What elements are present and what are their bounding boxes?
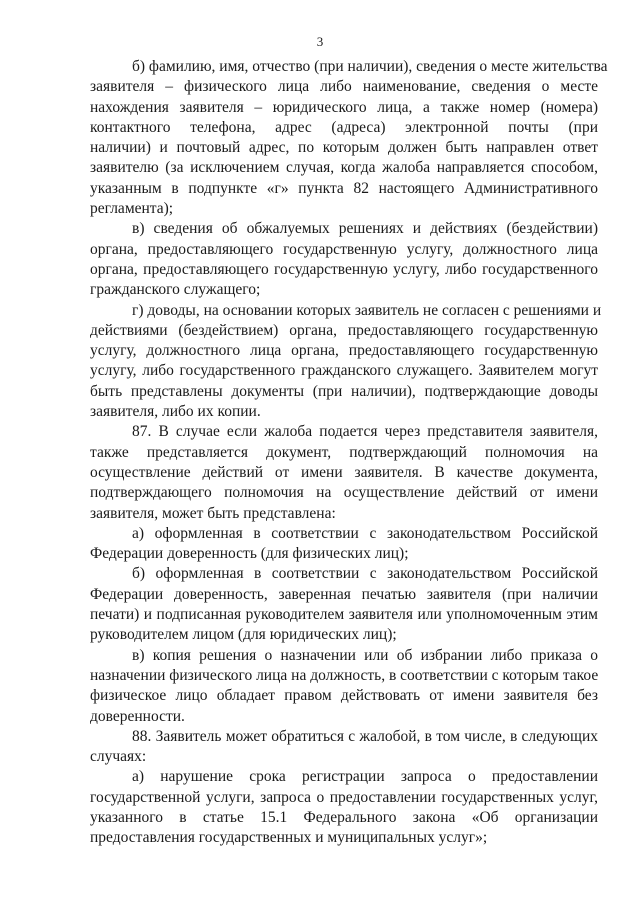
text-line: Федерации доверенность (для физических лиц); bbox=[90, 545, 409, 563]
paragraph-87-representative bbox=[90, 422, 598, 523]
paragraph-a-power-of-attorney-individuals bbox=[90, 524, 598, 565]
text-line: г) доводы, на основании которых заявитель не согласен с решениями и bbox=[132, 301, 602, 319]
text-line: указанного в статье 15.1 Федерального закона «Об организации bbox=[90, 808, 598, 826]
text-line: услугу, либо государственного гражданского служащего. Заявителем могут bbox=[90, 362, 598, 380]
text-line: регламента); bbox=[90, 200, 174, 218]
text-line: заявителя, может быть представлена: bbox=[90, 504, 336, 522]
text-line: Федерации доверенность, заверенная печатью заявителя (при наличии bbox=[90, 585, 598, 603]
text-line: также представляется документ, подтверждающий полномочия на bbox=[90, 443, 598, 461]
text-line: наличии) и почтовый адрес, по которым должен быть направлен ответ bbox=[90, 139, 598, 157]
text-line: государственной услуги, запроса о предоставлении государственных услуг, bbox=[90, 788, 598, 806]
paragraph-a-registration-deadline bbox=[90, 767, 598, 848]
text-line: б) фамилию, имя, отчество (при наличии), сведения о месте жительства bbox=[132, 58, 608, 75]
text-line: действиями (бездействием) органа, предоставляющего государственную bbox=[90, 321, 598, 339]
text-line: контактного телефона, адрес (адреса) электронной почты (при bbox=[90, 118, 598, 136]
text-line: доверенности. bbox=[90, 707, 185, 725]
text-line: услугу, должностного лица органа, предоставляющего государственную bbox=[90, 342, 598, 360]
paragraph-g-arguments bbox=[90, 301, 602, 423]
text-line: б) оформленная в соответствии с законодательством Российской bbox=[132, 565, 598, 583]
text-line: указанным в подпункте «г» пункта 82 настоящего Административного bbox=[90, 179, 598, 197]
text-line: быть представлены документы (при наличии), подтверждающие доводы bbox=[90, 382, 598, 400]
text-line: а) оформленная в соответствии с законодательством Российской bbox=[132, 524, 598, 542]
text-line: в) сведения об обжалуемых решениях и действиях (бездействии) bbox=[132, 220, 598, 238]
paragraph-b-power-of-attorney-legal-entities bbox=[90, 564, 598, 645]
text-line: 87. В случае если жалоба подается через представителя заявителя, bbox=[132, 423, 598, 441]
paragraph-88-complaint-cases bbox=[90, 727, 598, 768]
text-line: органа, предоставляющего государственную услугу, либо государственного bbox=[90, 260, 598, 278]
text-line: назначении физического лица на должность, в соответствии с которым такое bbox=[90, 666, 599, 684]
page-number: 3 bbox=[316, 34, 324, 49]
text-line: органа, предоставляющего государственную услугу, должностного лица bbox=[90, 240, 598, 258]
document-body bbox=[90, 57, 608, 849]
text-line: заявителю (за исключением случая, когда жалоба направляется способом, bbox=[90, 159, 598, 177]
text-line: а) нарушение срока регистрации запроса о предоставлении bbox=[132, 768, 598, 786]
text-line: подтверждающего полномочия на осуществление действий от имени bbox=[90, 484, 598, 502]
text-line: 88. Заявитель может обратиться с жалобой, в том числе, в следующих bbox=[132, 727, 598, 745]
text-line: случаях: bbox=[90, 748, 147, 766]
text-line: физическое лицо обладает правом действовать от имени заявителя без bbox=[90, 687, 598, 705]
text-line: печати) и подписанная руководителем заявителя или уполномоченным этим bbox=[90, 606, 598, 624]
paragraph-v-appointment-decision bbox=[90, 646, 598, 727]
text-line: заявителя, либо их копии. bbox=[90, 403, 261, 421]
text-line: заявителя – физического лица либо наименование, сведения о месте bbox=[90, 78, 598, 96]
text-line: нахождения заявителя – юридического лица, а также номер (номера) bbox=[90, 98, 598, 116]
paragraph-b-applicant-details bbox=[90, 57, 608, 219]
text-line: предоставления государственных и муниципальных услуг»; bbox=[90, 829, 488, 847]
text-line: осуществление действий от имени заявителя. В качестве документа, bbox=[90, 463, 598, 481]
text-line: в) копия решения о назначении или об избрании либо приказа о bbox=[132, 646, 598, 664]
text-line: руководителем лицом (для юридических лиц); bbox=[90, 626, 397, 644]
text-line: гражданского служащего; bbox=[90, 281, 261, 299]
paragraph-v-appealed-decisions bbox=[90, 219, 598, 300]
